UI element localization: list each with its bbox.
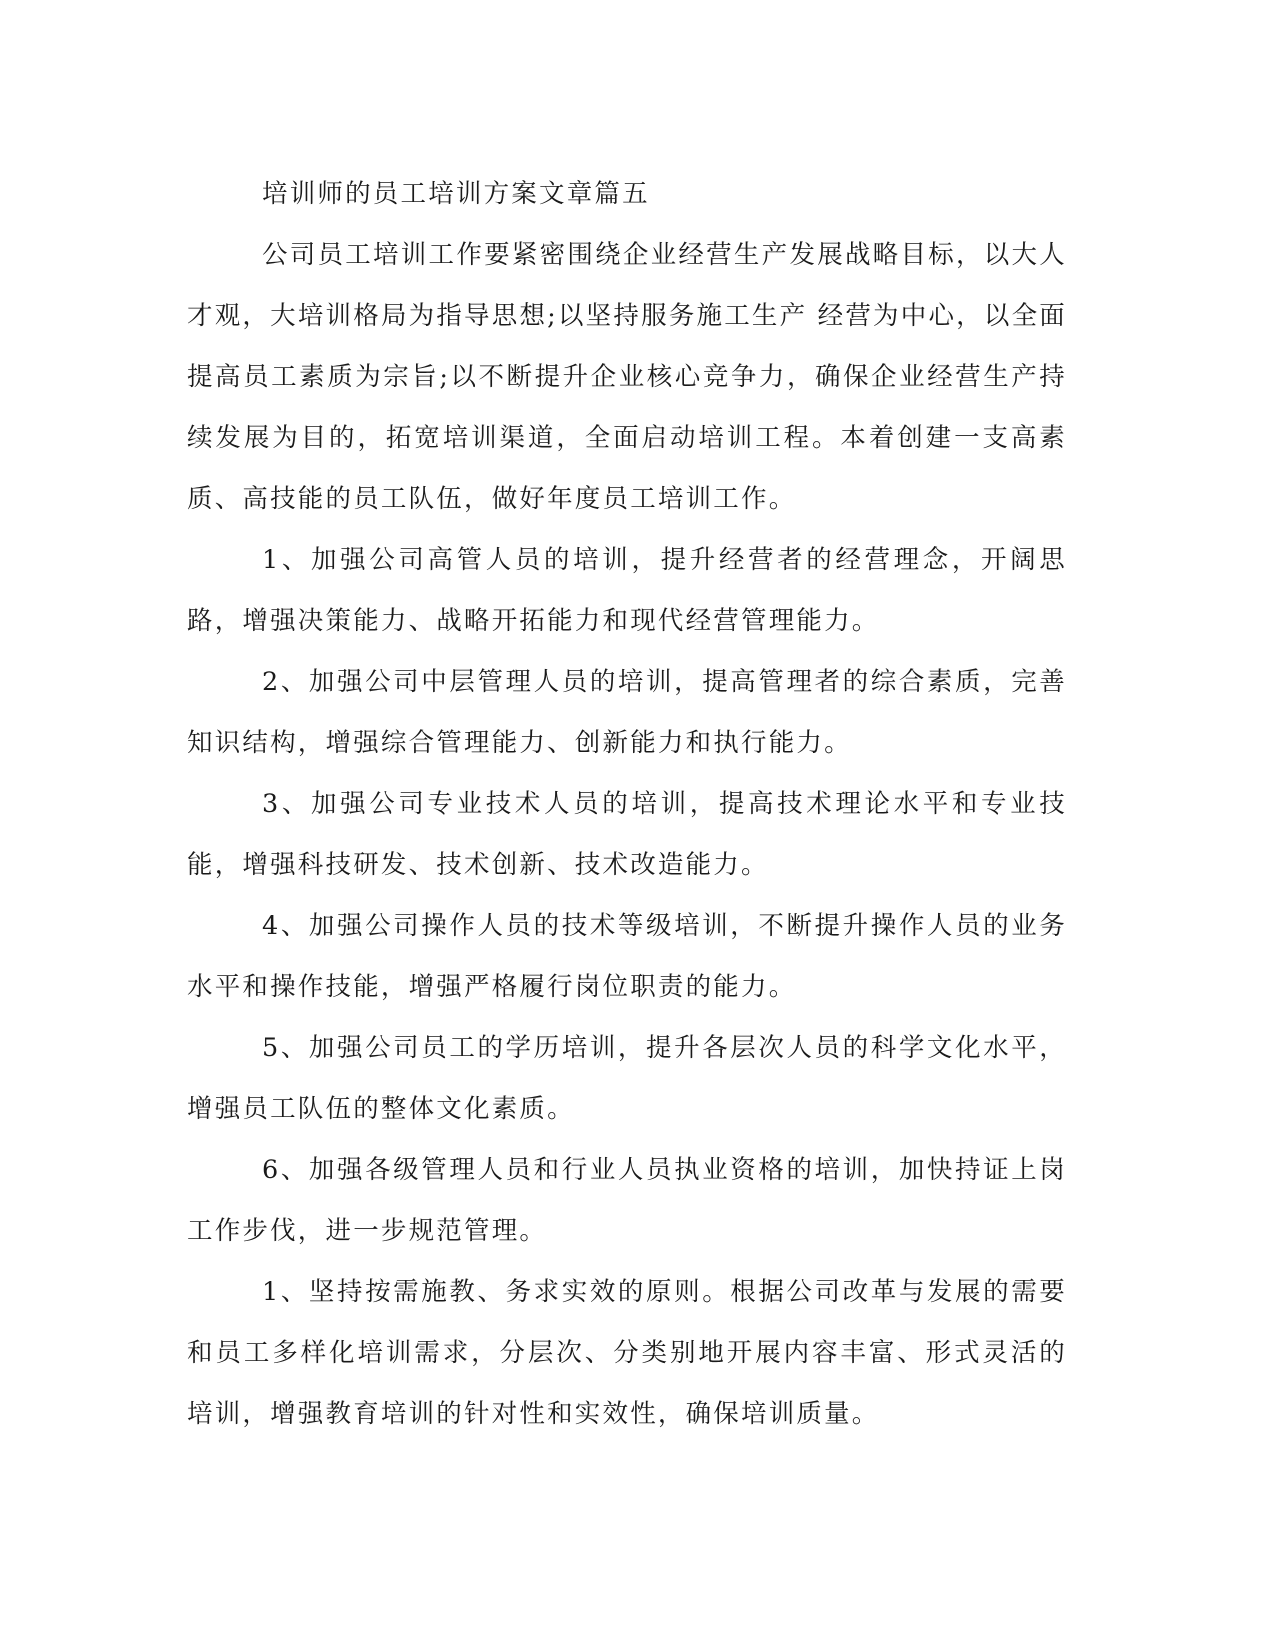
list-item: 3、加强公司专业技术人员的培训，提高技术理论水平和专业技能，增强科技研发、技术创新、技术改造能力。 — [187, 789, 1067, 880]
list-item: 2、加强公司中层管理人员的培训，提高管理者的综合素质，完善知识结构，增强综合管理能力、创新能力和执行能力。 — [187, 667, 1067, 758]
list-item: 5、加强公司员工的学历培训，提升各层次人员的科学文化水平，增强员工队伍的整体文化素质。 — [187, 1033, 1067, 1124]
principle-paragraph: 1、坚持按需施教、务求实效的原则。根据公司改革与发展的需要和员工多样化培训需求，分层次、分类别地开展内容丰富、形式灵活的培训，增强教育培训的针对性和实效性，确保培训质量。 — [187, 1277, 1067, 1429]
intro-paragraph: 公司员工培训工作要紧密围绕企业经营生产发展战略目标，以大人才观，大培训格局为指导思想;以坚持服务施工生产 经营为中心，以全面提高员工素质为宗旨;以不断提升企业核心竞争力，确保企业经营生产持续发展为目的，拓宽培训渠道，全面启动培训工程。本着创建一支高素 质、高技能的员工队伍，做好年度员工培训工作。 — [187, 240, 1067, 514]
document-title: 培训师的员工培训方案文章篇五 — [262, 179, 650, 209]
list-item: 4、加强公司操作人员的技术等级培训，不断提升操作人员的业务水平和操作技能，增强严格履行岗位职责的能力。 — [187, 911, 1067, 1002]
list-item: 6、加强各级管理人员和行业人员执业资格的培训，加快持证上岗工作步伐，进一步规范管理。 — [187, 1155, 1067, 1246]
document-body — [187, 164, 1067, 1445]
list-item: 1、加强公司高管人员的培训，提升经营者的经营理念，开阔思路，增强决策能力、战略开拓能力和现代经营管理能力。 — [187, 545, 1067, 636]
